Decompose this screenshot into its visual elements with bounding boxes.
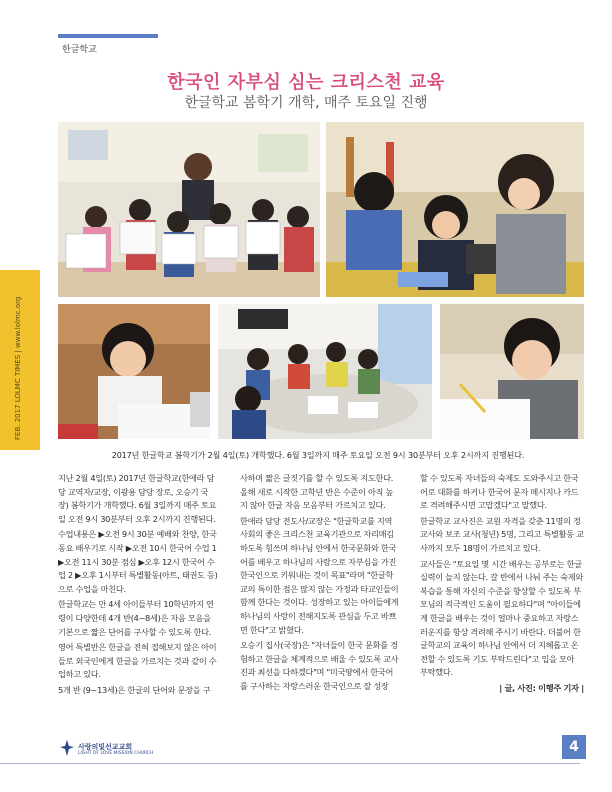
article-paragraph: 오승기 집사(국장)은 "자녀들이 한국 문화를 경험하고 한글을 체계적으로 배울 수 있도록 교사진과 최선을 다하겠다"며 "미국땅에서 한국어를 구사하는 자랑스러운 한국인으로 잘 성장 bbox=[240, 640, 399, 691]
article-paragraph: 할 수 있도록 자녀들의 숙제도 도와주시고 한국어로 대화를 하거나 한국어 문자 메시지나 카드로 격려해주시면 고맙겠다"고 말했다. bbox=[420, 473, 579, 511]
section-label: 한글학교 bbox=[62, 45, 97, 55]
article-column-1 bbox=[58, 472, 218, 700]
photo-class-group bbox=[58, 122, 320, 297]
footer-rule bbox=[0, 763, 580, 764]
article-paragraph: 한글학교는 만 4세 아이들부터 10학년까지 연령이 다양한데 4개 반(4~8세)은 자음 모음을 기본으로 짧은 단어를 구사할 수 있도록 한다. bbox=[58, 599, 214, 637]
article-column-2 bbox=[240, 472, 400, 696]
article-credit: | 글, 사진: 이행주 기자 | bbox=[499, 682, 584, 693]
side-tab-text: FEB. 2017 LOLMC TIMES | www.lolmc.org bbox=[14, 296, 22, 440]
top-rule bbox=[58, 34, 158, 38]
church-logo-icon bbox=[60, 740, 74, 756]
article-paragraph: 수업내용은 ▶오전 9시 30분 예배와 찬양, 한국 동요 배우기로 시작 ▶오전 10시 한국어 수업 1 ▶오전 11시 30분 점심 ▶오후 12시 한국어 수업 2 ▶오후 1시부터 특별활동(아트, 태권도 등)으로 수업을 마친다. bbox=[58, 529, 218, 594]
article-column-3 bbox=[420, 472, 584, 698]
photo-boy-writing bbox=[440, 304, 584, 439]
photo-girl-writing bbox=[58, 304, 210, 439]
article-paragraph: 사하며 짧은 글짓기를 할 수 있도록 지도한다. 올해 새로 시작한 고학년 반은 수준이 아직 높지 않아 한글 자음 모음부터 가르치고 있다. bbox=[240, 473, 394, 511]
article-paragraph: 한애라 담당 전도사/교장은 "한글학교를 지역 사회의 좋은 크리스천 교육기관으로 자리매김하도록 힘쓰며 하나님 안에서 한국문화와 한국어를 배우고 하나님의 사람으로 자부심을 가진 한국인으로 키워내는 것이 목표"라며 "한글학교의 특이한 점은 많지 않는 가정과 타교인들이 함께 한다는 것이다. 성장하고 있는 아이들에게 하나님의 사랑이 전해지도록 관심을 두고 바쁘면 한다"고 밝혔다. bbox=[240, 515, 399, 635]
article-paragraph: 지난 2월 4일(토) 2017년 한글학교(한애라 담당 교역자/교장, 이광용 담당 장로, 오승기 국장) 봄학기가 개학했다. 6월 3일까지 매주 토요일 오전 9시 30분부터 오후 2시까지 진행된다. bbox=[58, 473, 217, 524]
photo-classroom-table bbox=[218, 304, 432, 439]
article-paragraph: 한글학교 교사진은 교원 자격을 갖춘 11명의 정 교사와 보조 교사(청년) 5명, 그리고 특별활동 교사까지 모두 18명이 가르치고 있다. bbox=[420, 515, 584, 553]
article-paragraph: 영어 특별반은 한글을 전혀 접해보지 않은 아이들로 외국인에게 한글을 가르치는 것과 같이 수업하고 있다. bbox=[58, 642, 217, 680]
photo-caption: 2017년 한글학교 봄학기가 2월 4일(토) 개학했다. 6월 3일까지 매주 토요일 오전 9시 30분부터 오후 2시까지 진행된다. bbox=[111, 451, 525, 460]
photo-teacher-girl bbox=[326, 122, 584, 297]
article-paragraph: 5개 반 (9~13세)은 한글의 단어와 문장을 구 bbox=[58, 684, 211, 695]
page-number: 4 bbox=[562, 735, 586, 759]
article-title: 한국인 자부심 심는 크리스천 교육 bbox=[167, 72, 445, 93]
footer-org-name-en: LIGHT OF LOVE MISSION CHURCH bbox=[78, 751, 154, 756]
article-subtitle: 한글학교 봄학기 개학, 매주 토요일 진행 bbox=[184, 95, 428, 111]
footer-org-name: 사랑의빛선교교회 bbox=[78, 743, 133, 751]
article-paragraph: 교사들은 "토요일 몇 시간 배우는 공부로는 한글 실력이 늘지 않는다. 갈 반에서 나눠 주는 숙제와 복습을 통해 자신의 수준을 향상할 수 있도록 부모님의 적극적인 도움이 필요하다"며 "아이들에게 한글을 배우는 것이 얼마나 중요하고 자랑스러운지를 항상 격려해 주시기 바란다. 더불어 한글학교의 교육이 하나님 안에서 더 지혜롭고 온전할 수 있도록 기도 부탁드린다"고 입을 모아 부탁했다. bbox=[420, 558, 583, 678]
